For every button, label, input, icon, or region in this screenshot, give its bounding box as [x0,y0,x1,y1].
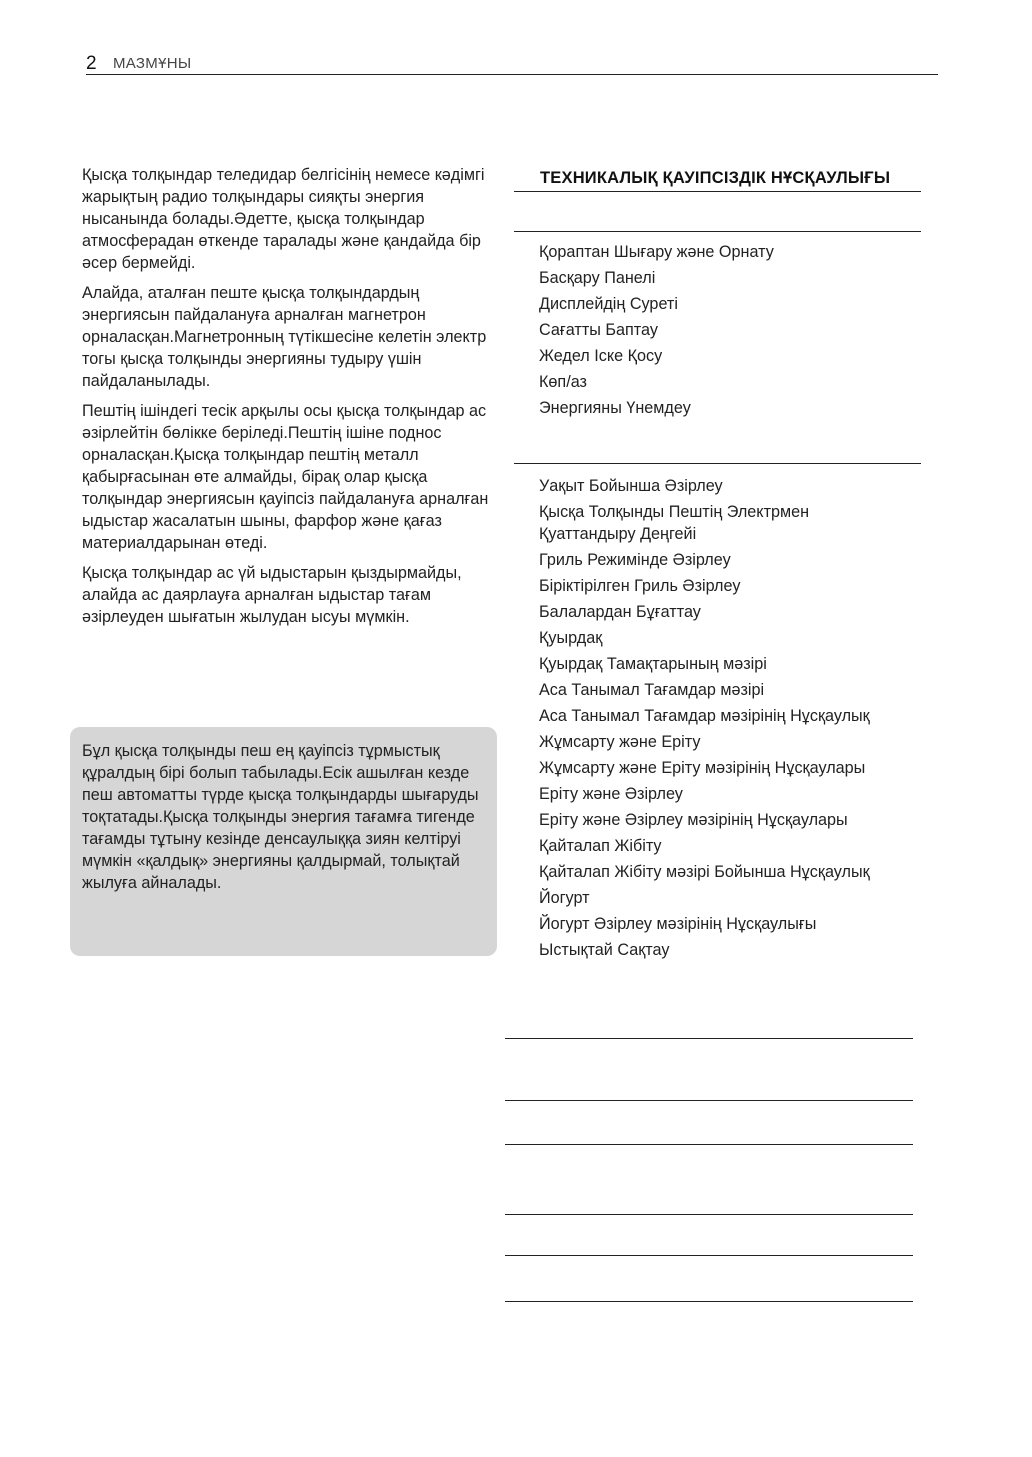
toc-item[interactable]: Гриль Режимінде Әзірлеу [539,551,731,569]
toc-item[interactable]: Балалардан Бұғаттау [539,603,701,621]
safety-note-box [70,727,497,956]
section-title: МАЗМҰНЫ [113,55,192,72]
toc-item[interactable]: Қысқа Толқынды Пештің Электрмен Қуаттандыру Деңгейі [539,503,810,543]
paragraph: Пештің ішіндегі тесік арқылы осы қысқа толқындар ас әзірлейтін бөлікке беріледі.Пештің ішіне поднос орналасқан.Қысқа толқындар пештің металл қабырғасынан өте алмайды, бірақ олар қысқа толқындар энергиясын қауіпсіз пайдалануға арналған ыдыстар жасалатын шыны, фарфор және қағаз материалдарынан өтеді. [82,402,489,552]
paragraph: Қысқа толқындар теледидар белгісінің немесе кәдімгі жарықтың радио толқындары сияқты энергия нысанында болады.Әдетте, қысқа толқындар атмосферадан өткенде таралады және қандайда бір әсер бермейді. [82,166,485,272]
toc-item[interactable]: Сағатты Баптау [539,321,658,339]
toc-item[interactable]: Қайталап Жібіту мәзірі Бойынша Нұсқаулық [539,863,870,881]
toc-item[interactable]: Жұмсарту және Еріту [539,733,701,751]
intro-text [82,164,494,636]
divider [505,1038,913,1039]
page-number: 2 [86,53,97,74]
toc-item[interactable]: Дисплейдің Суреті [539,295,678,313]
divider [505,1144,913,1145]
page-header [86,52,938,75]
divider [514,231,921,232]
toc-item[interactable]: Энергияны Үнемдеу [539,399,691,417]
toc-item[interactable]: Йогурт Әзірлеу мәзірінің Нұсқаулығы [539,915,817,933]
toc-item[interactable]: Қайталап Жібіту [539,837,662,855]
toc-item[interactable]: Ыстықтай Сақтау [539,941,670,959]
toc-item[interactable]: Қуырдақ Тамақтарының мәзірі [539,655,767,673]
toc-item[interactable]: Жұмсарту және Еріту мәзірінің Нұсқаулары [539,759,866,777]
toc-item[interactable]: Қуырдақ [539,629,603,647]
toc-item[interactable]: Біріктірілген Гриль Әзірлеу [539,577,741,595]
toc-item[interactable]: Көп/аз [539,373,587,391]
toc-item[interactable]: Еріту және Әзірлеу мәзірінің Нұсқаулары [539,811,848,829]
safety-note-text: Бұл қысқа толқынды пеш ең қауіпсіз тұрмыстық құралдың бірі болып табылады.Есік ашылған кезде пеш автоматты түрде қысқа толқындарды шығаруды тоқтатады.Қысқа толқынды энергия тағамға тигенде тағамды тұтыну кезінде денсаулыққа зиян келтіруі мүмкін «қалдық» энергияны қалдырмай, толықтай жылуға айналады. [82,742,479,892]
toc-item[interactable]: Уақыт Бойынша Әзірлеу [539,477,723,495]
toc-item[interactable]: Еріту және Әзірлеу [539,785,683,803]
toc-item[interactable]: Йогурт [539,889,590,907]
divider [514,463,921,464]
paragraph: Қысқа толқындар ас үй ыдыстарын қыздырмайды, алайда ас даярлауға арналған ыдыстар тағам әзірлеуден шығатын жылудан ысуы мүмкін. [82,564,462,626]
divider [505,1214,913,1215]
toc-heading: ТЕХНИКАЛЫҚ ҚАУІПСІЗДІК НҰСҚАУЛЫҒЫ [514,169,921,192]
toc-item[interactable]: Жедел Іске Қосу [539,347,663,365]
toc-group-2 [539,475,924,965]
toc-item[interactable]: Аса Танымал Тағамдар мәзірі [539,681,765,699]
divider [505,1255,913,1256]
toc-item[interactable]: Қораптан Шығару және Орнату [539,243,774,261]
paragraph: Алайда, аталған пеште қысқа толқындардың энергиясын пайдалануға арналған магнетрон орналасқан.Магнетронның түтікшесіне келетін электр тогы қысқа толқынды энергияны тудыру үшін пайдаланылады. [82,284,487,390]
divider [505,1100,913,1101]
divider [505,1301,913,1302]
toc-item[interactable]: Аса Танымал Тағамдар мәзірінің Нұсқаулық [539,707,870,725]
toc-group-1 [539,241,924,423]
toc-item[interactable]: Басқару Панелі [539,269,656,287]
